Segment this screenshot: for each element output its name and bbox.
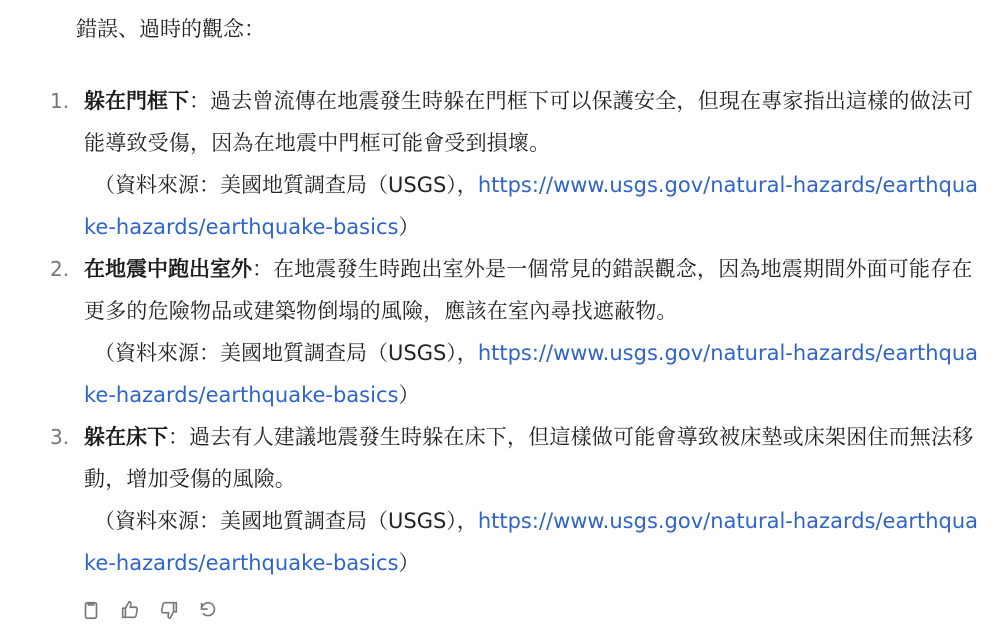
item-colon: ：	[189, 89, 210, 113]
item-body: 過去曾流傳在地震發生時躲在門框下可以保護安全，但現在專家指出這樣的做法可能導致受傷，因為在地震中門框可能會受到損壞。	[84, 89, 974, 155]
item-title: 躲在門框下	[84, 89, 189, 113]
source-line	[84, 500, 984, 584]
source-close: ）	[398, 215, 420, 239]
list-item	[0, 248, 998, 416]
list-number: 1.	[50, 89, 70, 113]
thumbs-up-button[interactable]	[117, 597, 143, 623]
response-actions	[78, 597, 221, 623]
source-close: ）	[398, 551, 420, 575]
list-item	[0, 416, 998, 584]
source-link[interactable]: https://www.usgs.gov/natural-hazards/earthquake-hazards/earthquake-basics	[84, 341, 979, 407]
source-prefix: （資料來源：美國地質調查局（USGS），	[94, 341, 478, 365]
source-link[interactable]: https://www.usgs.gov/natural-hazards/earthquake-hazards/earthquake-basics	[84, 173, 979, 239]
source-close: ）	[398, 383, 420, 407]
item-colon: ：	[168, 425, 189, 449]
thumbs-down-button[interactable]	[156, 597, 182, 623]
item-body: 過去有人建議地震發生時躲在床下，但這樣做可能會導致被床墊或床架困住而無法移動，增加受傷的風險。	[84, 425, 974, 491]
source-prefix: （資料來源：美國地質調查局（USGS），	[94, 173, 478, 197]
list-number: 2.	[50, 257, 70, 281]
list-item	[0, 80, 998, 248]
refresh-icon	[197, 599, 219, 621]
thumbs-up-icon	[119, 599, 141, 621]
list-number: 3.	[50, 425, 70, 449]
source-line	[84, 164, 984, 248]
item-title: 在地震中跑出室外	[84, 257, 252, 281]
source-line	[84, 332, 984, 416]
misconception-list	[0, 80, 998, 584]
regenerate-button[interactable]	[195, 597, 221, 623]
item-body: 在地震發生時跑出室外是一個常見的錯誤觀念，因為地震期間外面可能存在更多的危險物品或建築物倒塌的風險，應該在室內尋找遮蔽物。	[84, 257, 973, 323]
clipboard-icon	[80, 599, 102, 621]
item-colon: ：	[252, 257, 273, 281]
source-prefix: （資料來源：美國地質調查局（USGS），	[94, 509, 478, 533]
thumbs-down-icon	[158, 599, 180, 621]
source-link[interactable]: https://www.usgs.gov/natural-hazards/earthquake-hazards/earthquake-basics	[84, 509, 979, 575]
copy-button[interactable]	[78, 597, 104, 623]
item-title: 躲在床下	[84, 425, 168, 449]
intro-heading: 錯誤、過時的觀念：	[76, 17, 265, 41]
